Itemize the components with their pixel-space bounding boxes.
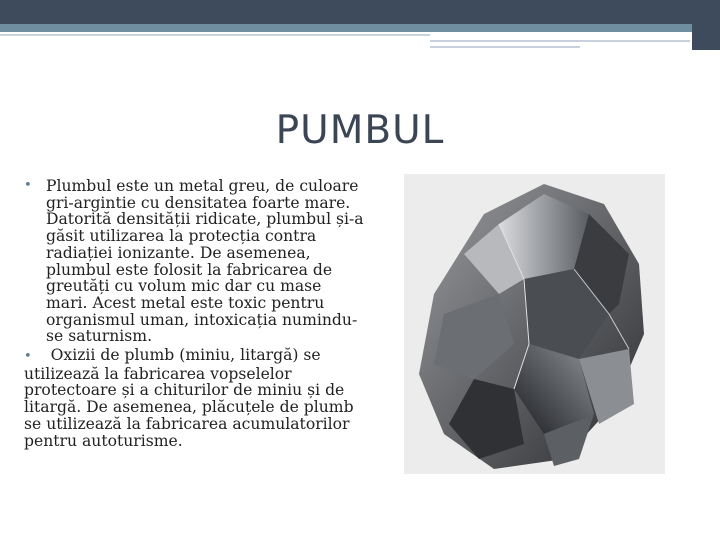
slide-title: PUMBUL bbox=[275, 108, 445, 153]
bullet-text: Oxizii de plumb (miniu, litargă) se utilizează la fabricarea vopselelor protectoare și a chiturilor de miniu și de litargă. De asemenea, plăcuțele de plumb se utilizează la fabricarea acumulatorilor pentru autoturisme. bbox=[24, 346, 354, 450]
bullet-icon: • bbox=[24, 349, 32, 365]
slide-body bbox=[24, 178, 364, 540]
lead-mineral-image bbox=[404, 174, 665, 474]
decorative-lines bbox=[0, 32, 720, 50]
bullet-item bbox=[24, 178, 364, 345]
mineral-photo-icon bbox=[404, 174, 665, 474]
bullet-icon: • bbox=[24, 178, 32, 193]
top-band bbox=[0, 0, 720, 24]
bullet-text: Plumbul este un metal greu, de culoare gri-argintie cu densitatea foarte mare. Datorită densității ridicate, plumbul și-a găsit utilizarea la protecția contra radiației ionizante. De asemenea, plumbul este folosit la fabricarea de greutăți cu volum mic dar cu mase mari. Acest metal este toxic pentru organismul uman, intoxicația numindu-se saturnism. bbox=[46, 178, 364, 346]
top-accent-stripe bbox=[0, 24, 720, 32]
bullet-item bbox=[24, 347, 364, 449]
